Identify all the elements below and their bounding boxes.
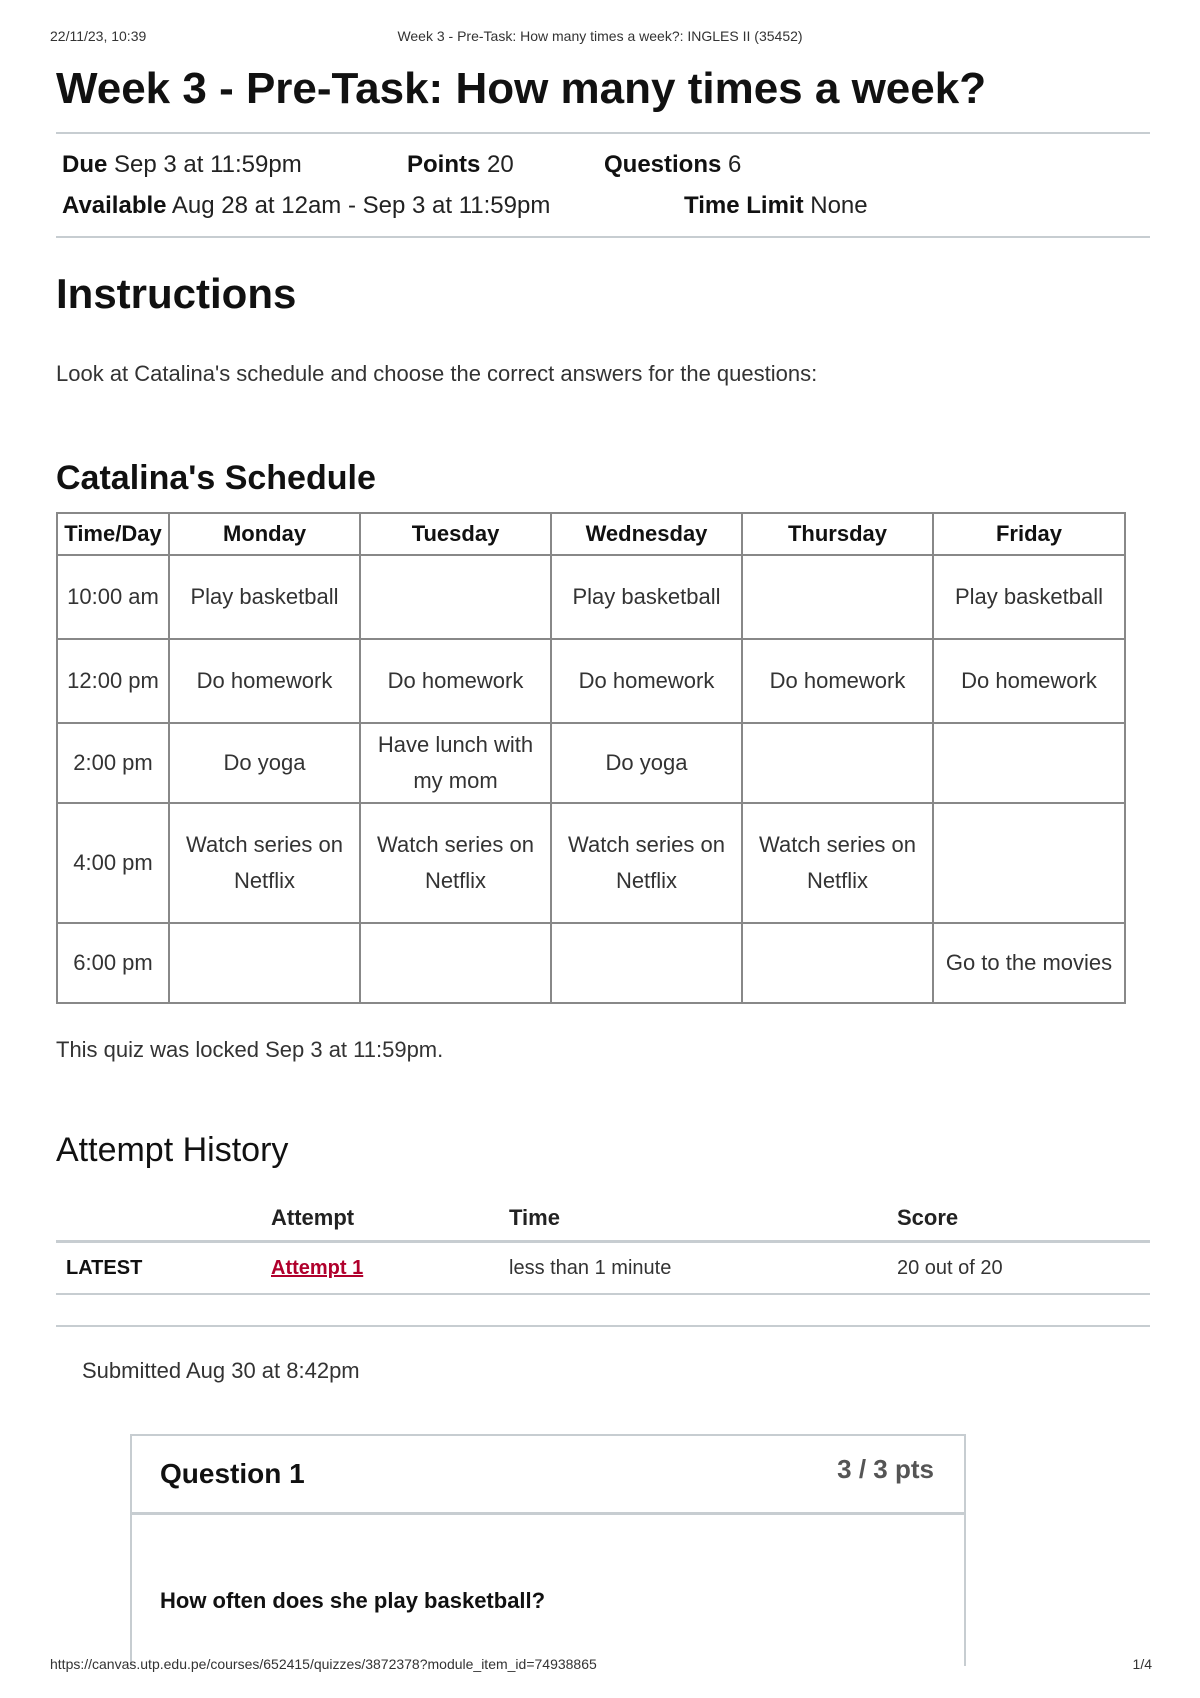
schedule-cell: [742, 723, 933, 803]
schedule-row: [57, 639, 1125, 723]
due-date: [62, 144, 407, 185]
questions-count: [604, 144, 741, 185]
attempt-score: 20 out of 20: [896, 1242, 1150, 1295]
attempt-history-table: [56, 1196, 1150, 1295]
schedule-cell: [742, 555, 933, 639]
question-text: How often does she play basketball?: [160, 1588, 546, 1613]
points: [407, 144, 604, 185]
schedule-header: Monday: [169, 513, 360, 555]
attempt-history-header: Score: [896, 1196, 1150, 1242]
schedule-cell: Do homework: [360, 639, 551, 723]
schedule-cell: Have lunch with my mom: [360, 723, 551, 803]
points-label: Points: [407, 151, 481, 178]
schedule-header: Time/Day: [57, 513, 169, 555]
print-document-title: Week 3 - Pre-Task: How many times a week?: INGLES II (35452): [397, 28, 803, 44]
schedule-cell: [742, 923, 933, 1003]
page-title: Week 3 - Pre-Task: How many times a week?: [56, 64, 987, 113]
attempt-history-heading: Attempt History: [56, 1131, 289, 1169]
questions-value: 6: [728, 151, 742, 178]
points-value: 20: [487, 151, 514, 178]
schedule-cell: Play basketball: [933, 555, 1125, 639]
question-header: [132, 1436, 964, 1515]
schedule-cell: Do homework: [742, 639, 933, 723]
schedule-row: [57, 555, 1125, 639]
schedule-cell: Do yoga: [551, 723, 742, 803]
schedule-cell: Watch series on Netflix: [169, 803, 360, 923]
schedule-title: Catalina's Schedule: [56, 459, 376, 497]
quiz-details-row-1: [62, 144, 1144, 185]
question-card: [130, 1434, 966, 1666]
due-value: Sep 3 at 11:59pm: [114, 151, 302, 178]
time-limit-value: None: [810, 192, 868, 219]
schedule-time-cell: 12:00 pm: [57, 639, 169, 723]
print-datetime: 22/11/23, 10:39: [50, 28, 147, 44]
time-limit: [684, 185, 868, 226]
attempt-history-header: [56, 1196, 270, 1242]
schedule-cell: Do homework: [169, 639, 360, 723]
attempt-history-header: Attempt: [270, 1196, 508, 1242]
print-footer: [0, 1656, 1200, 1676]
schedule-header: Tuesday: [360, 513, 551, 555]
schedule-cell: Do yoga: [169, 723, 360, 803]
schedule-cell: [360, 923, 551, 1003]
schedule-cell: [360, 555, 551, 639]
submitted-date: Submitted Aug 30 at 8:42pm: [82, 1358, 360, 1383]
quiz-content: [56, 58, 1150, 1387]
schedule-cell: Play basketball: [169, 555, 360, 639]
attempt-history-row: [56, 1242, 1150, 1295]
schedule-time-cell: 10:00 am: [57, 555, 169, 639]
page-number: 1/4: [1132, 1656, 1152, 1672]
question-title: Question 1: [160, 1458, 305, 1489]
quiz-details: [56, 132, 1150, 238]
attempt-cell: [270, 1242, 508, 1295]
schedule-cell: Watch series on Netflix: [551, 803, 742, 923]
instructions-heading: Instructions: [56, 270, 297, 317]
schedule-row: [57, 723, 1125, 803]
schedule-time-cell: 2:00 pm: [57, 723, 169, 803]
schedule-header: Thursday: [742, 513, 933, 555]
available-value: Aug 28 at 12am - Sep 3 at 11:59pm: [171, 192, 551, 219]
attempt-history-header-row: [56, 1196, 1150, 1242]
schedule-header-row: [57, 513, 1125, 555]
schedule-cell: [933, 803, 1125, 923]
section-divider: [56, 1325, 1150, 1327]
schedule-cell: Go to the movies: [933, 923, 1125, 1003]
question-points: 3 / 3 pts: [837, 1454, 934, 1484]
schedule-time-cell: 4:00 pm: [57, 803, 169, 923]
schedule-row: [57, 803, 1125, 923]
attempt-1-link[interactable]: Attempt 1: [271, 1256, 364, 1279]
schedule-row: [57, 923, 1125, 1003]
quiz-details-row-2: [62, 185, 1144, 226]
schedule-cell: Watch series on Netflix: [742, 803, 933, 923]
schedule-cell: Play basketball: [551, 555, 742, 639]
questions-label: Questions: [604, 151, 722, 178]
schedule-time-cell: 6:00 pm: [57, 923, 169, 1003]
print-url: https://canvas.utp.edu.pe/courses/652415/quizzes/3872378?module_item_id=74938865: [50, 1656, 597, 1672]
quiz-locked-notice: This quiz was locked Sep 3 at 11:59pm.: [56, 1037, 444, 1062]
schedule-cell: Do homework: [933, 639, 1125, 723]
schedule-cell: [551, 923, 742, 1003]
instructions-text: Look at Catalina's schedule and choose the correct answers for the questions:: [56, 361, 818, 386]
time-limit-label: Time Limit: [684, 192, 804, 219]
print-header: [0, 28, 1200, 48]
due-label: Due: [62, 151, 108, 178]
schedule-cell: Do homework: [551, 639, 742, 723]
latest-badge: LATEST: [56, 1242, 270, 1295]
attempt-time: less than 1 minute: [508, 1242, 896, 1295]
available-label: Available: [62, 192, 167, 219]
schedule-table: [56, 512, 1126, 1004]
schedule-cell: [169, 923, 360, 1003]
schedule-cell: [933, 723, 1125, 803]
attempt-history-header: Time: [508, 1196, 896, 1242]
schedule-cell: Watch series on Netflix: [360, 803, 551, 923]
schedule-header: Wednesday: [551, 513, 742, 555]
schedule-header: Friday: [933, 513, 1125, 555]
availability: [62, 185, 684, 226]
